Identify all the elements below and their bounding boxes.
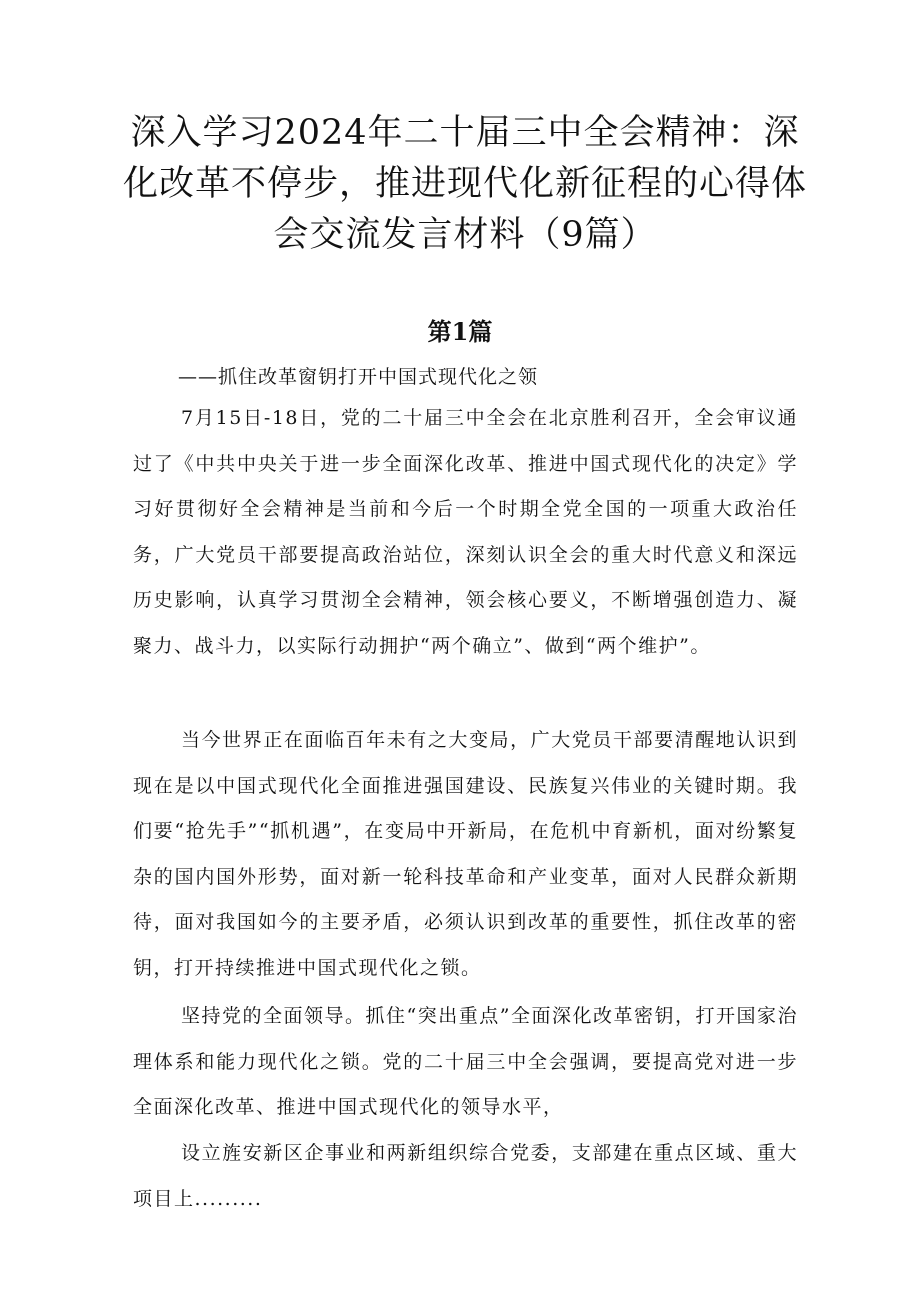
body-paragraph: 7月15日-18日，党的二十届三中全会在北京胜利召开，全会审议通过了《中共中央关于进一步全面深化改革、推进中国式现代化的决定》学习好贯彻好全会精神是当前和今后一个时期全党全国的一项重大政治任务，广大党员干部要提高政治站位，深刻认识全会的重大时代意义和深远历史影响，认真学习贯沏全会精神，领会核心要义，不断增强创造力、凝聚力、战斗力，以实际行动拥护“两个确立”、做到“两个维护”。 [133,407,798,657]
body-paragraph: 坚持党的全面领导。抓住“突出重点”全面深化改革密钥，打开国家治理体系和能力现代化之锁。党的二十届三中全会强调，要提高党对进一步全面深化改革、推进中国式现代化的领导水平， [133,1005,798,1118]
document-title: 深入学习2024年二十届三中全会精神：深化改革不停步，推进现代化新征程的心得体会交流发言材料（9篇） [122,113,807,255]
body-paragraph: 设立旌安新区企事业和两新组织综合党委，支部建在重点区域、重大项目上......... [133,1142,798,1210]
chapter-subtitle: ——抓住改革窗钥打开中国式现代化之领 [178,366,539,388]
chapter-heading: 第1篇 [427,317,493,346]
body-paragraph: 当今世界正在面临百年未有之大变局，广大党员干部要清醒地认识到现在是以中国式现代化全面推进强国建设、民族复兴伟业的关键时期。我们要“抢先手”“抓机遇”，在变局中开新局，在危机中育新机，面对纷繁复杂的国内国外形势，面对新一轮科技革命和产业变革，面对人民群众新期待，面对我国如今的主要矛盾，必须认识到改革的重要性，抓住改革的密钥，打开持续推进中国式现代化之锁。 [133,729,798,979]
